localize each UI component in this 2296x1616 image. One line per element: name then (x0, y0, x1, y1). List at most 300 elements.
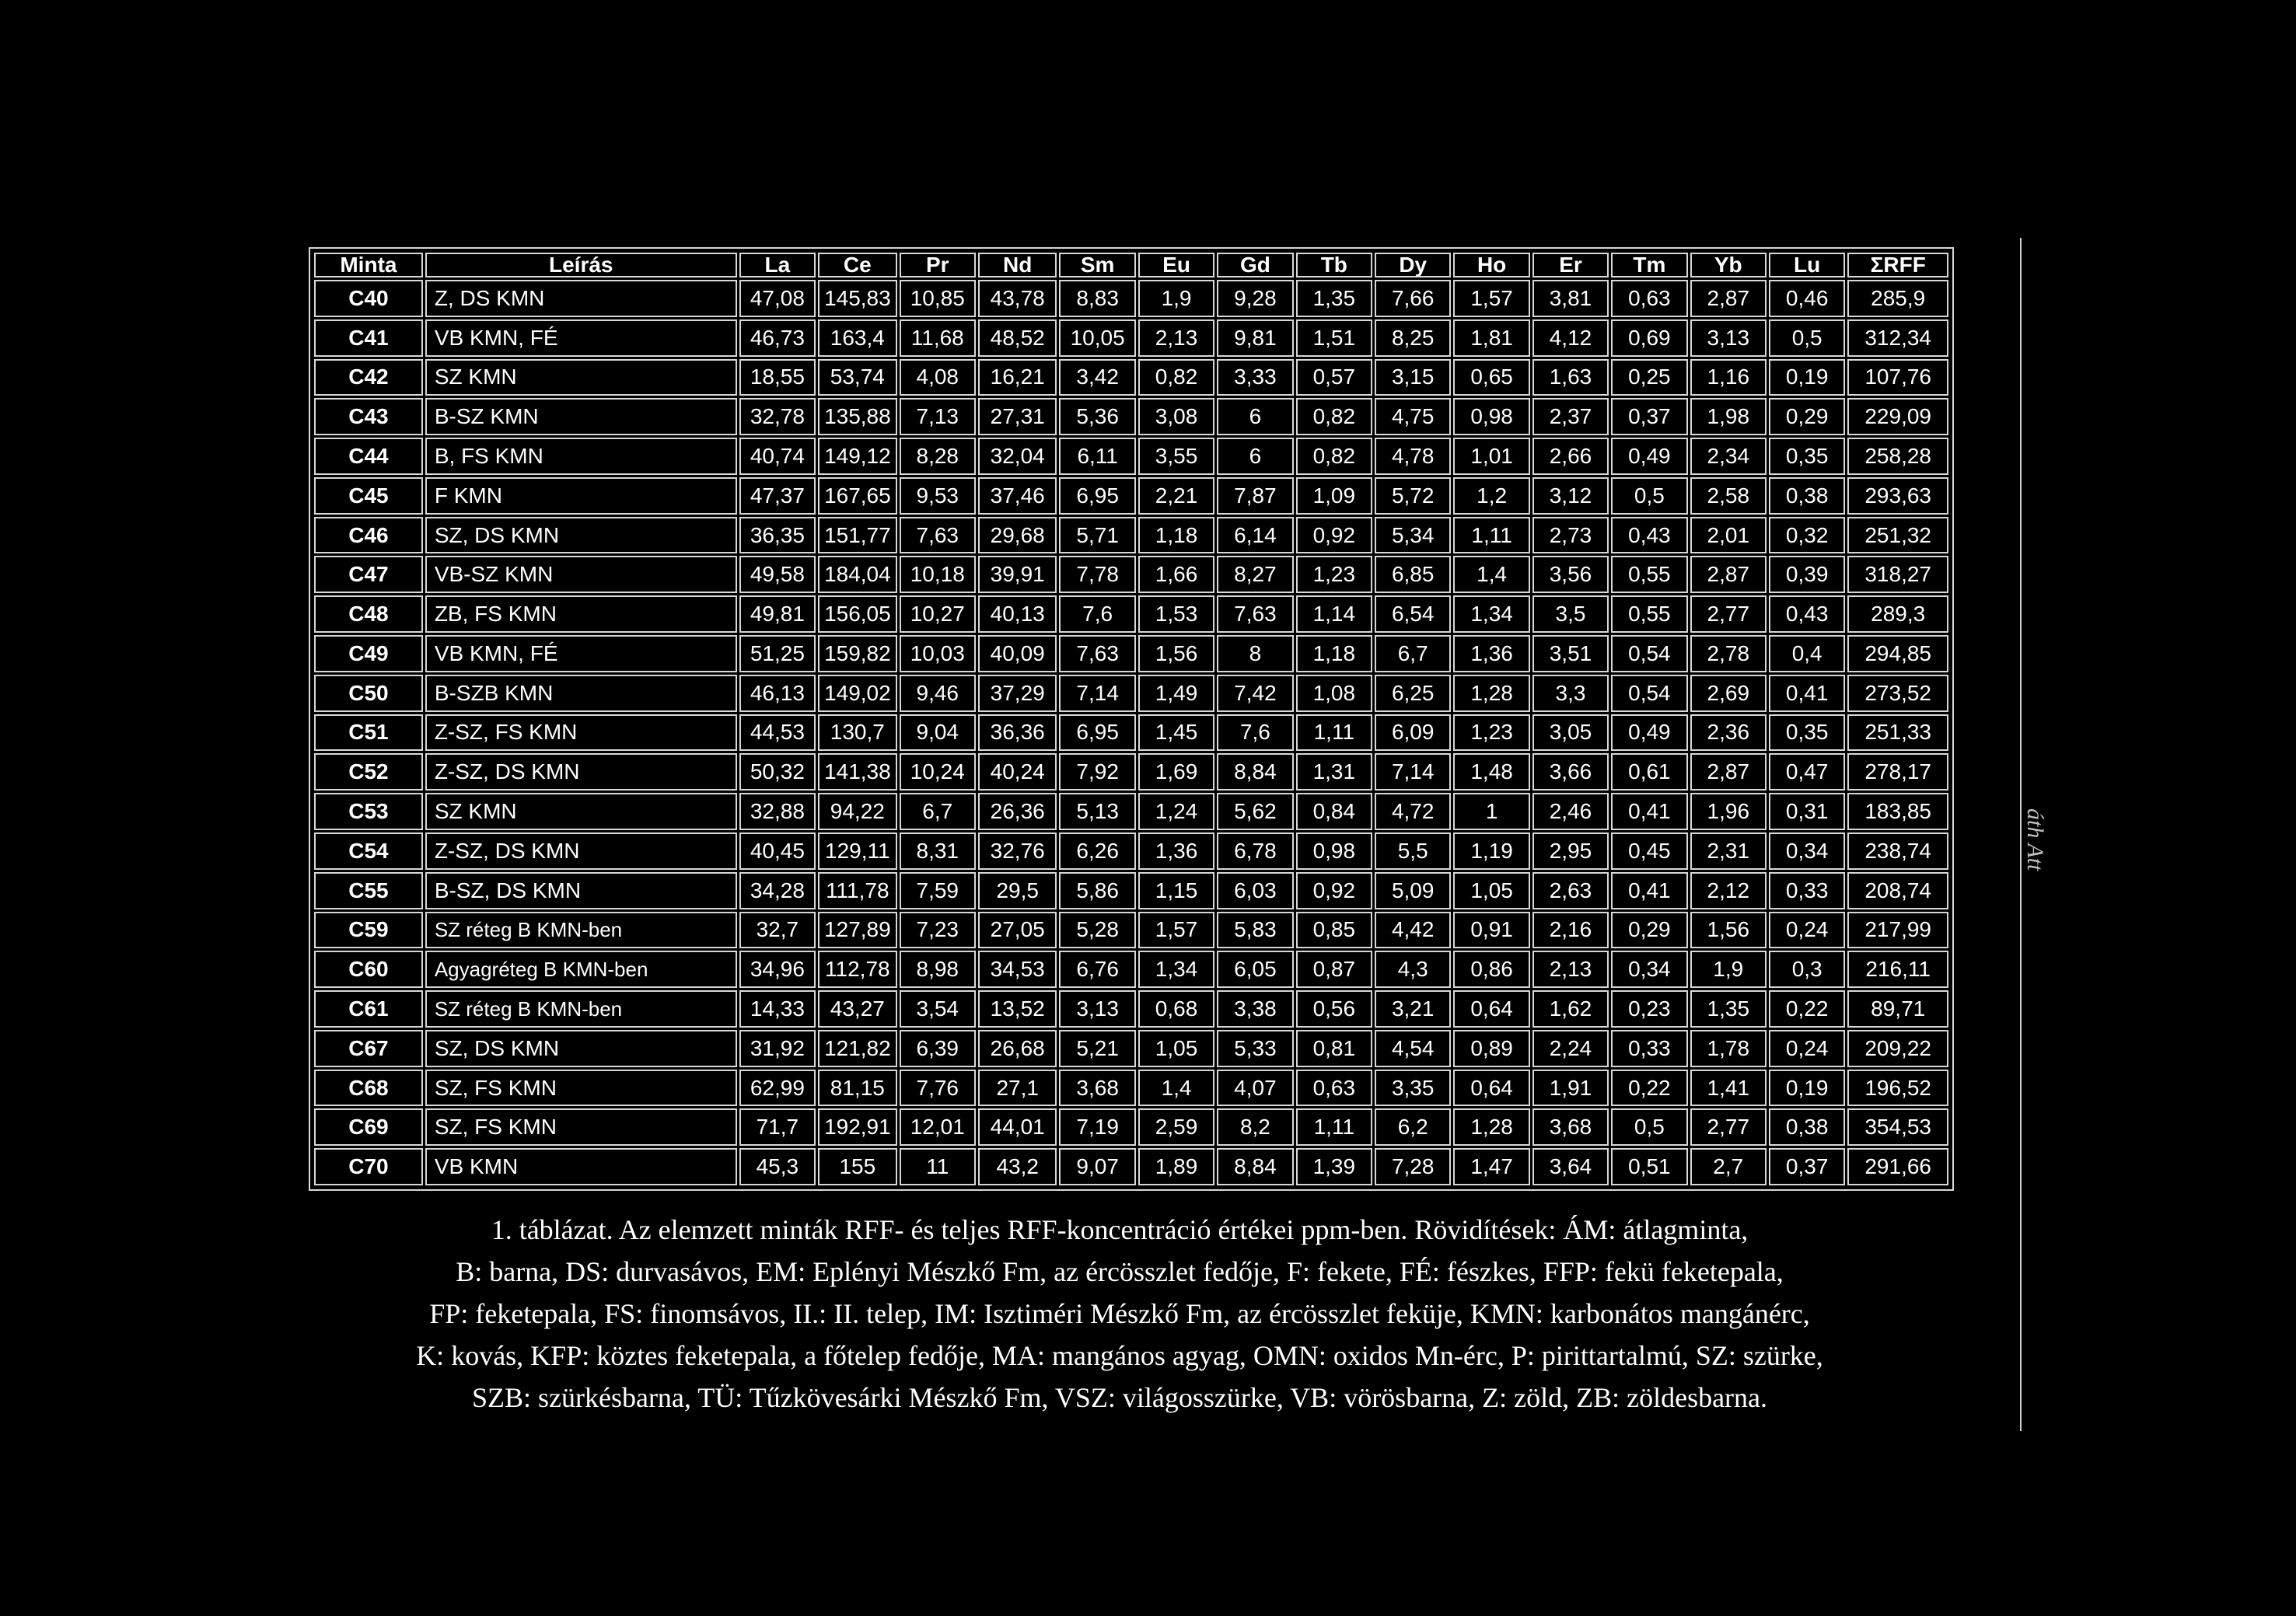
value-cell: 155 (818, 1148, 897, 1185)
value-cell: 27,31 (978, 398, 1057, 435)
value-cell: 1,34 (1453, 595, 1529, 633)
value-cell: 8,31 (900, 832, 976, 870)
table-row (314, 1148, 1948, 1185)
column-header: Tm (1611, 253, 1687, 277)
value-cell: 0,84 (1296, 793, 1372, 830)
value-cell: 0,34 (1769, 832, 1845, 870)
value-cell: 62,99 (739, 1070, 816, 1107)
sample-id-cell: C61 (314, 990, 423, 1028)
value-cell: 4,75 (1375, 398, 1451, 435)
table-row (314, 912, 1948, 949)
value-cell: 208,74 (1847, 872, 1948, 909)
value-cell: 0,49 (1611, 714, 1687, 752)
value-cell: 135,88 (818, 398, 897, 435)
value-cell: 2,7 (1690, 1148, 1767, 1185)
value-cell: 3,81 (1532, 280, 1609, 317)
value-cell: 0,38 (1769, 477, 1845, 515)
value-cell: 3,42 (1059, 359, 1135, 396)
column-header: Nd (978, 253, 1057, 277)
value-cell: 1,57 (1138, 912, 1214, 949)
value-cell: 3,21 (1375, 990, 1451, 1028)
value-cell: 26,68 (978, 1030, 1057, 1067)
value-cell: 1,4 (1453, 556, 1529, 593)
value-cell: 0,22 (1611, 1070, 1687, 1107)
value-cell: 6,2 (1375, 1108, 1451, 1146)
value-cell: 5,36 (1059, 398, 1135, 435)
value-cell: 6,26 (1059, 832, 1135, 870)
value-cell: 0,37 (1769, 1148, 1845, 1185)
value-cell: 0,19 (1769, 359, 1845, 396)
sample-id-cell: C52 (314, 753, 423, 791)
value-cell: 3,55 (1138, 438, 1214, 475)
column-header: Leírás (425, 253, 737, 277)
value-cell: 3,13 (1059, 990, 1135, 1028)
value-cell: 1,62 (1532, 990, 1609, 1028)
value-cell: 107,76 (1847, 359, 1948, 396)
value-cell: 1,23 (1453, 714, 1529, 752)
value-cell: 0,64 (1453, 1070, 1529, 1107)
value-cell: 7,63 (1059, 635, 1135, 672)
column-header: Tb (1296, 253, 1372, 277)
value-cell: 3,33 (1217, 359, 1293, 396)
value-cell: 0,33 (1611, 1030, 1687, 1067)
value-cell: 0,41 (1611, 793, 1687, 830)
value-cell: 2,95 (1532, 832, 1609, 870)
value-cell: 4,12 (1532, 319, 1609, 357)
description-cell: SZ, FS KMN (425, 1070, 737, 1107)
value-cell: 1 (1453, 793, 1529, 830)
description-cell: SZ, FS KMN (425, 1108, 737, 1146)
value-cell: 1,78 (1690, 1030, 1767, 1067)
value-cell: 1,28 (1453, 675, 1529, 712)
value-cell: 0,98 (1296, 832, 1372, 870)
value-cell: 1,14 (1296, 595, 1372, 633)
value-cell: 1,23 (1296, 556, 1372, 593)
table-body (314, 280, 1948, 1185)
value-cell: 2,46 (1532, 793, 1609, 830)
value-cell: 130,7 (818, 714, 897, 752)
value-cell: 0,63 (1296, 1070, 1372, 1107)
value-cell: 40,13 (978, 595, 1057, 633)
value-cell: 0,81 (1296, 1030, 1372, 1067)
value-cell: 4,54 (1375, 1030, 1451, 1067)
value-cell: 6,05 (1217, 951, 1293, 988)
value-cell: 6,25 (1375, 675, 1451, 712)
value-cell: 0,5 (1611, 477, 1687, 515)
value-cell: 196,52 (1847, 1070, 1948, 1107)
caption-line: B: barna, DS: durvasávos, EM: Eplényi Mészkő Fm, az ércösszlet fedője, F: fekete, FÉ: fészkes, FFP: fekü feketepala, (456, 1256, 1784, 1287)
value-cell: 5,09 (1375, 872, 1451, 909)
value-cell: 1,96 (1690, 793, 1767, 830)
value-cell: 0,37 (1611, 398, 1687, 435)
value-cell: 1,36 (1138, 832, 1214, 870)
value-cell: 0,92 (1296, 517, 1372, 554)
value-cell: 34,53 (978, 951, 1057, 988)
value-cell: 3,38 (1217, 990, 1293, 1028)
value-cell: 0,35 (1769, 438, 1845, 475)
value-cell: 32,76 (978, 832, 1057, 870)
table-row (314, 319, 1948, 357)
value-cell: 27,05 (978, 912, 1057, 949)
value-cell: 3,35 (1375, 1070, 1451, 1107)
value-cell: 0,55 (1611, 595, 1687, 633)
value-cell: 1,9 (1138, 280, 1214, 317)
value-cell: 7,87 (1217, 477, 1293, 515)
value-cell: 8,28 (900, 438, 976, 475)
value-cell: 16,21 (978, 359, 1057, 396)
value-cell: 1,28 (1453, 1108, 1529, 1146)
value-cell: 6,03 (1217, 872, 1293, 909)
value-cell: 0,43 (1769, 595, 1845, 633)
value-cell: 2,58 (1690, 477, 1767, 515)
value-cell: 43,78 (978, 280, 1057, 317)
description-cell: B-SZB KMN (425, 675, 737, 712)
value-cell: 151,77 (818, 517, 897, 554)
value-cell: 3,13 (1690, 319, 1767, 357)
value-cell: 0,46 (1769, 280, 1845, 317)
value-cell: 1,41 (1690, 1070, 1767, 1107)
value-cell: 2,87 (1690, 753, 1767, 791)
value-cell: 1,19 (1453, 832, 1529, 870)
value-cell: 229,09 (1847, 398, 1948, 435)
value-cell: 7,14 (1059, 675, 1135, 712)
value-cell: 40,09 (978, 635, 1057, 672)
value-cell: 127,89 (818, 912, 897, 949)
value-cell: 89,71 (1847, 990, 1948, 1028)
description-cell: SZ réteg B KMN-ben (425, 912, 737, 949)
value-cell: 46,13 (739, 675, 816, 712)
value-cell: 0,23 (1611, 990, 1687, 1028)
value-cell: 4,07 (1217, 1070, 1293, 1107)
value-cell: 0,32 (1769, 517, 1845, 554)
value-cell: 1,56 (1690, 912, 1767, 949)
description-cell: Agyagréteg B KMN-ben (425, 951, 737, 988)
value-cell: 0,22 (1769, 990, 1845, 1028)
value-cell: 0,92 (1296, 872, 1372, 909)
description-cell: F KMN (425, 477, 737, 515)
value-cell: 0,82 (1138, 359, 1214, 396)
description-cell: SZ réteg B KMN-ben (425, 990, 737, 1028)
value-cell: 5,86 (1059, 872, 1135, 909)
value-cell: 6,39 (900, 1030, 976, 1067)
value-cell: 2,01 (1690, 517, 1767, 554)
table-row (314, 832, 1948, 870)
description-cell: B, FS KMN (425, 438, 737, 475)
value-cell: 3,05 (1532, 714, 1609, 752)
value-cell: 1,56 (1138, 635, 1214, 672)
value-cell: 2,24 (1532, 1030, 1609, 1067)
value-cell: 0,49 (1611, 438, 1687, 475)
table-row (314, 951, 1948, 988)
description-cell: B-SZ KMN (425, 398, 737, 435)
value-cell: 4,78 (1375, 438, 1451, 475)
value-cell: 1,05 (1453, 872, 1529, 909)
description-cell: Z-SZ, FS KMN (425, 714, 737, 752)
value-cell: 5,13 (1059, 793, 1135, 830)
value-cell: 0,56 (1296, 990, 1372, 1028)
value-cell: 0,82 (1296, 398, 1372, 435)
sample-id-cell: C69 (314, 1108, 423, 1146)
sample-id-cell: C40 (314, 280, 423, 317)
value-cell: 6,95 (1059, 477, 1135, 515)
value-cell: 8,25 (1375, 319, 1451, 357)
value-cell: 6,7 (1375, 635, 1451, 672)
value-cell: 238,74 (1847, 832, 1948, 870)
value-cell: 0,5 (1769, 319, 1845, 357)
column-header: Gd (1217, 253, 1293, 277)
table-row (314, 753, 1948, 791)
value-cell: 3,68 (1532, 1108, 1609, 1146)
table-row (314, 595, 1948, 633)
value-cell: 8,83 (1059, 280, 1135, 317)
value-cell: 9,07 (1059, 1148, 1135, 1185)
value-cell: 159,82 (818, 635, 897, 672)
value-cell: 0,69 (1611, 319, 1687, 357)
description-cell: VB-SZ KMN (425, 556, 737, 593)
value-cell: 9,04 (900, 714, 976, 752)
value-cell: 47,37 (739, 477, 816, 515)
value-cell: 40,74 (739, 438, 816, 475)
value-cell: 1,34 (1138, 951, 1214, 988)
column-header: Minta (314, 253, 423, 277)
value-cell: 10,18 (900, 556, 976, 593)
table-row (314, 359, 1948, 396)
value-cell: 1,51 (1296, 319, 1372, 357)
value-cell: 312,34 (1847, 319, 1948, 357)
table-row (314, 517, 1948, 554)
value-cell: 1,15 (1138, 872, 1214, 909)
value-cell: 294,85 (1847, 635, 1948, 672)
caption-line: SZB: szürkésbarna, TÜ: Tűzkövesárki Mészkő Fm, VSZ: világosszürke, VB: vörösbarna, Z: zöld, ZB: zöldesbarna. (471, 1382, 1768, 1413)
value-cell: 293,63 (1847, 477, 1948, 515)
value-cell: 1,48 (1453, 753, 1529, 791)
value-cell: 4,3 (1375, 951, 1451, 988)
column-header: Yb (1690, 253, 1767, 277)
value-cell: 27,1 (978, 1070, 1057, 1107)
value-cell: 40,45 (739, 832, 816, 870)
value-cell: 1,05 (1138, 1030, 1214, 1067)
value-cell: 9,28 (1217, 280, 1293, 317)
value-cell: 0,34 (1611, 951, 1687, 988)
value-cell: 44,53 (739, 714, 816, 752)
table-row (314, 990, 1948, 1028)
value-cell: 4,42 (1375, 912, 1451, 949)
value-cell: 6,11 (1059, 438, 1135, 475)
rff-table (312, 250, 1951, 1188)
value-cell: 5,21 (1059, 1030, 1135, 1067)
value-cell: 36,36 (978, 714, 1057, 752)
table-caption (264, 1209, 1975, 1419)
value-cell: 0,39 (1769, 556, 1845, 593)
description-cell: VB KMN, FÉ (425, 635, 737, 672)
column-header: Pr (900, 253, 976, 277)
value-cell: 0,87 (1296, 951, 1372, 988)
value-cell: 9,53 (900, 477, 976, 515)
value-cell: 217,99 (1847, 912, 1948, 949)
value-cell: 3,08 (1138, 398, 1214, 435)
value-cell: 10,24 (900, 753, 976, 791)
table-row (314, 398, 1948, 435)
value-cell: 0,24 (1769, 912, 1845, 949)
value-cell: 5,5 (1375, 832, 1451, 870)
value-cell: 149,02 (818, 675, 897, 712)
value-cell: 94,22 (818, 793, 897, 830)
table-row (314, 793, 1948, 830)
column-header: Sm (1059, 253, 1135, 277)
value-cell: 49,58 (739, 556, 816, 593)
value-cell: 9,81 (1217, 319, 1293, 357)
table-row (314, 1108, 1948, 1146)
value-cell: 43,27 (818, 990, 897, 1028)
value-cell: 0,38 (1769, 1108, 1845, 1146)
table-row (314, 556, 1948, 593)
value-cell: 7,6 (1217, 714, 1293, 752)
value-cell: 1,09 (1296, 477, 1372, 515)
sample-id-cell: C44 (314, 438, 423, 475)
column-header: Er (1532, 253, 1609, 277)
header-row (314, 253, 1948, 277)
table-row (314, 1030, 1948, 1067)
value-cell: 0,33 (1769, 872, 1845, 909)
value-cell: 18,55 (739, 359, 816, 396)
value-cell: 0,51 (1611, 1148, 1687, 1185)
value-cell: 129,11 (818, 832, 897, 870)
table-row (314, 714, 1948, 752)
value-cell: 1,35 (1296, 280, 1372, 317)
value-cell: 1,01 (1453, 438, 1529, 475)
value-cell: 5,62 (1217, 793, 1293, 830)
value-cell: 5,34 (1375, 517, 1451, 554)
value-cell: 32,04 (978, 438, 1057, 475)
sample-id-cell: C48 (314, 595, 423, 633)
rff-table-frame (309, 247, 1954, 1191)
value-cell: 141,38 (818, 753, 897, 791)
value-cell: 34,28 (739, 872, 816, 909)
value-cell: 7,13 (900, 398, 976, 435)
value-cell: 3,64 (1532, 1148, 1609, 1185)
value-cell: 7,28 (1375, 1148, 1451, 1185)
table-row (314, 438, 1948, 475)
description-cell: Z, DS KMN (425, 280, 737, 317)
description-cell: VB KMN (425, 1148, 737, 1185)
value-cell: 0,19 (1769, 1070, 1845, 1107)
value-cell: 167,65 (818, 477, 897, 515)
value-cell: 0,5 (1611, 1108, 1687, 1146)
sample-id-cell: C53 (314, 793, 423, 830)
sample-id-cell: C70 (314, 1148, 423, 1185)
value-cell: 2,78 (1690, 635, 1767, 672)
value-cell: 163,4 (818, 319, 897, 357)
description-cell: VB KMN, FÉ (425, 319, 737, 357)
value-cell: 2,87 (1690, 280, 1767, 317)
value-cell: 1,11 (1453, 517, 1529, 554)
value-cell: 0,4 (1769, 635, 1845, 672)
value-cell: 8 (1217, 635, 1293, 672)
value-cell: 145,83 (818, 280, 897, 317)
description-cell: ZB, FS KMN (425, 595, 737, 633)
value-cell: 0,91 (1453, 912, 1529, 949)
value-cell: 5,71 (1059, 517, 1135, 554)
value-cell: 278,17 (1847, 753, 1948, 791)
value-cell: 10,27 (900, 595, 976, 633)
value-cell: 1,66 (1138, 556, 1214, 593)
value-cell: 51,25 (739, 635, 816, 672)
value-cell: 2,66 (1532, 438, 1609, 475)
value-cell: 29,5 (978, 872, 1057, 909)
table-row (314, 477, 1948, 515)
value-cell: 1,08 (1296, 675, 1372, 712)
value-cell: 6,78 (1217, 832, 1293, 870)
value-cell: 12,01 (900, 1108, 976, 1146)
value-cell: 9,46 (900, 675, 976, 712)
value-cell: 37,29 (978, 675, 1057, 712)
value-cell: 0,3 (1769, 951, 1845, 988)
value-cell: 1,9 (1690, 951, 1767, 988)
value-cell: 6,85 (1375, 556, 1451, 593)
value-cell: 1,11 (1296, 1108, 1372, 1146)
value-cell: 5,72 (1375, 477, 1451, 515)
value-cell: 0,35 (1769, 714, 1845, 752)
value-cell: 5,83 (1217, 912, 1293, 949)
value-cell: 81,15 (818, 1070, 897, 1107)
value-cell: 4,08 (900, 359, 976, 396)
value-cell: 289,3 (1847, 595, 1948, 633)
value-cell: 10,85 (900, 280, 976, 317)
column-header: ΣRFF (1847, 253, 1948, 277)
value-cell: 3,3 (1532, 675, 1609, 712)
value-cell: 1,4 (1138, 1070, 1214, 1107)
value-cell: 273,52 (1847, 675, 1948, 712)
table-row (314, 635, 1948, 672)
value-cell: 3,15 (1375, 359, 1451, 396)
value-cell: 6,76 (1059, 951, 1135, 988)
value-cell: 2,13 (1138, 319, 1214, 357)
value-cell: 0,41 (1611, 872, 1687, 909)
column-header: Dy (1375, 253, 1451, 277)
value-cell: 40,24 (978, 753, 1057, 791)
value-cell: 1,98 (1690, 398, 1767, 435)
value-cell: 111,78 (818, 872, 897, 909)
value-cell: 1,45 (1138, 714, 1214, 752)
table-row (314, 1070, 1948, 1107)
column-header: La (739, 253, 816, 277)
value-cell: 7,6 (1059, 595, 1135, 633)
value-cell: 3,68 (1059, 1070, 1135, 1107)
value-cell: 0,25 (1611, 359, 1687, 396)
value-cell: 3,54 (900, 990, 976, 1028)
value-cell: 0,55 (1611, 556, 1687, 593)
value-cell: 34,96 (739, 951, 816, 988)
value-cell: 14,33 (739, 990, 816, 1028)
value-cell: 0,45 (1611, 832, 1687, 870)
caption-line: K: kovás, KFP: köztes feketepala, a főtelep fedője, MA: mangános agyag, OMN: oxidos Mn-érc, P: pirittartalmú, SZ: szürke, (416, 1340, 1823, 1371)
description-cell: SZ KMN (425, 793, 737, 830)
value-cell: 45,3 (739, 1148, 816, 1185)
value-cell: 7,78 (1059, 556, 1135, 593)
value-cell: 71,7 (739, 1108, 816, 1146)
value-cell: 0,57 (1296, 359, 1372, 396)
value-cell: 47,08 (739, 280, 816, 317)
value-cell: 1,63 (1532, 359, 1609, 396)
value-cell: 39,91 (978, 556, 1057, 593)
value-cell: 44,01 (978, 1108, 1057, 1146)
value-cell: 2,13 (1532, 951, 1609, 988)
value-cell: 2,77 (1690, 595, 1767, 633)
value-cell: 354,53 (1847, 1108, 1948, 1146)
value-cell: 6,7 (900, 793, 976, 830)
value-cell: 6 (1217, 438, 1293, 475)
description-cell: Z-SZ, DS KMN (425, 753, 737, 791)
